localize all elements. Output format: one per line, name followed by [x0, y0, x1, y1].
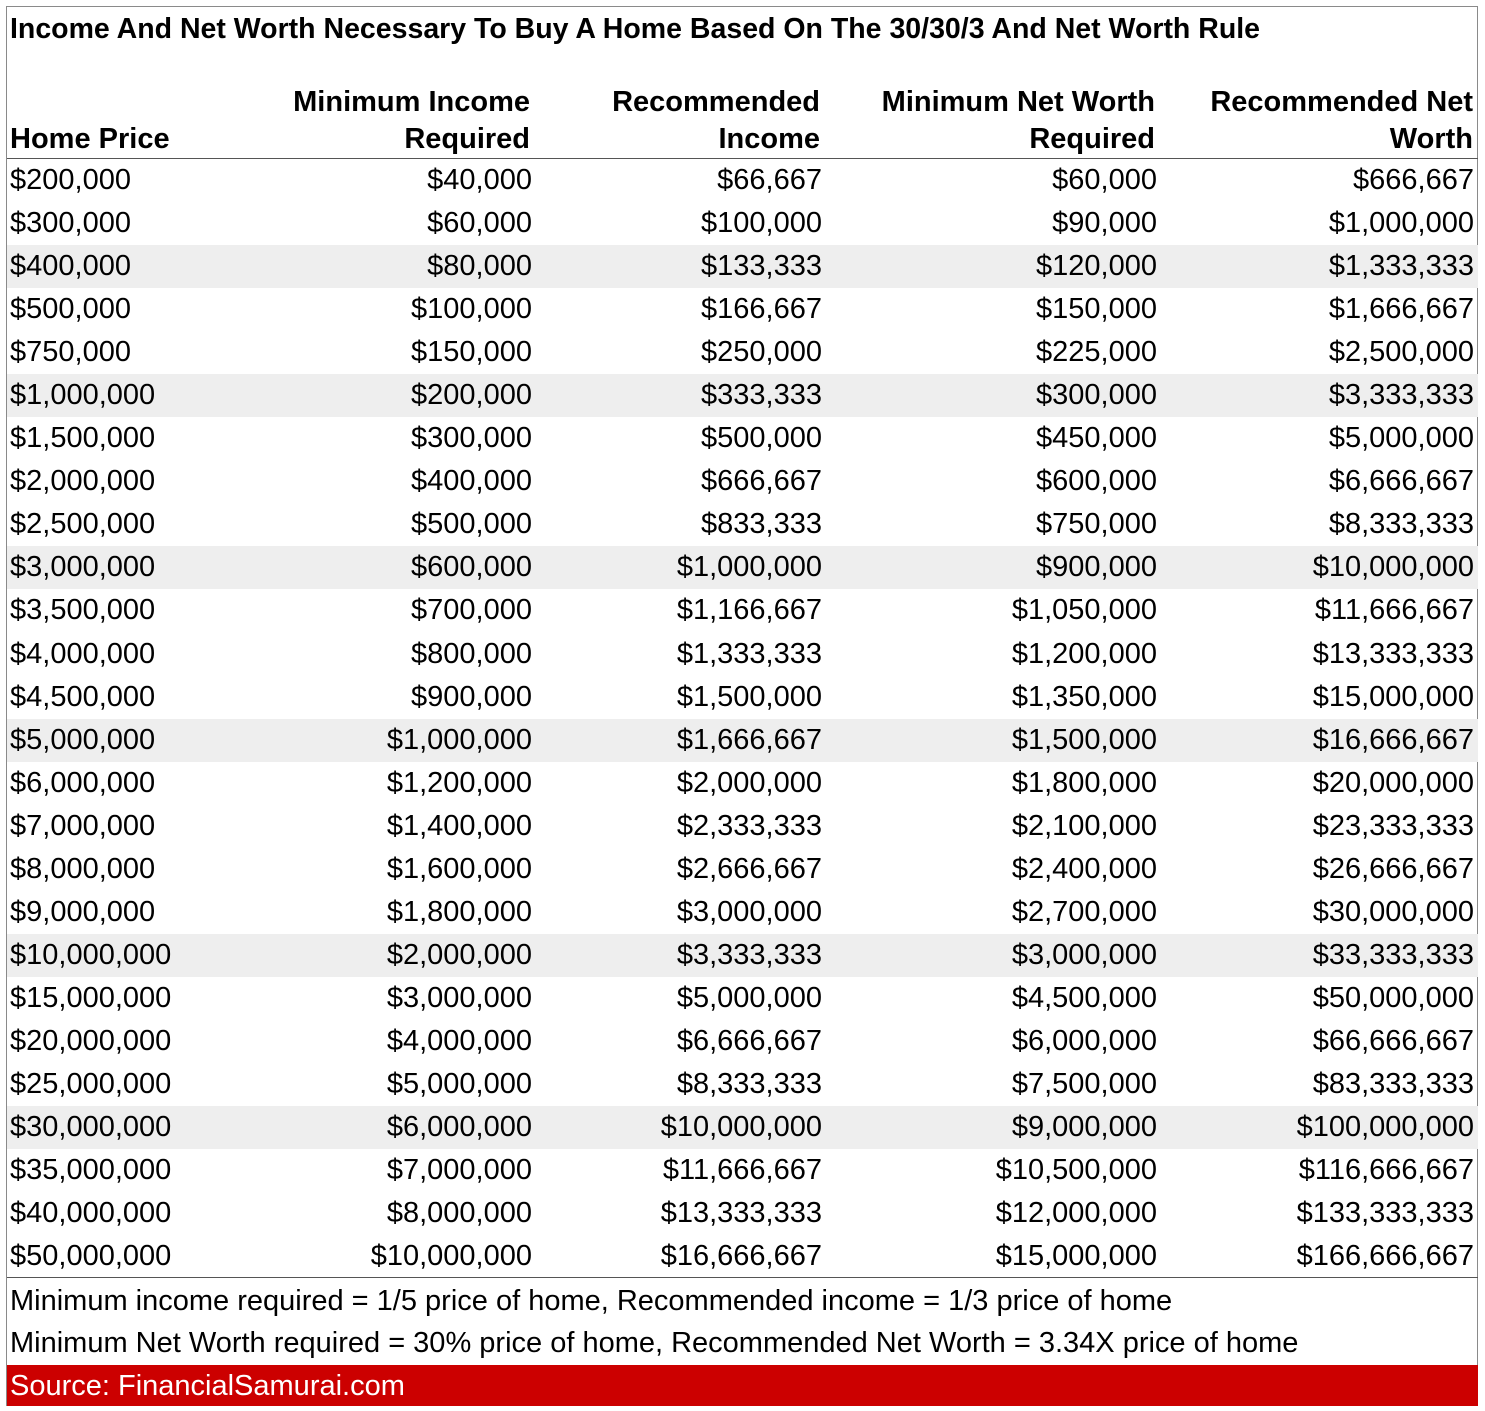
footer-divider — [7, 1277, 1478, 1278]
table-row — [7, 848, 1478, 891]
cell-min-net-worth: $1,050,000 — [1011, 594, 1157, 627]
cell-rec-income: $333,333 — [701, 379, 822, 412]
cell-rec-net-worth: $20,000,000 — [1312, 766, 1474, 799]
cell-min-net-worth: $2,700,000 — [1011, 895, 1157, 928]
cell-home-price: $3,000,000 — [10, 551, 156, 584]
cell-rec-net-worth: $13,333,333 — [1312, 637, 1474, 670]
cell-rec-net-worth: $3,333,333 — [1328, 379, 1474, 412]
cell-min-net-worth: $7,500,000 — [1011, 1067, 1157, 1100]
table-row — [7, 1192, 1478, 1235]
footnote-net-worth: Minimum Net Worth required = 30% price of home, Recommended Net Worth = 3.34X price of home — [10, 1327, 1299, 1359]
cell-rec-income: $1,166,667 — [676, 594, 822, 627]
col-header-line: Required — [404, 123, 530, 155]
cell-home-price: $8,000,000 — [10, 852, 156, 885]
cell-home-price: $2,000,000 — [10, 465, 156, 498]
cell-min-income: $1,800,000 — [386, 895, 532, 928]
cell-rec-net-worth: $33,333,333 — [1312, 938, 1474, 971]
cell-rec-net-worth: $11,666,667 — [1314, 594, 1474, 627]
cell-min-net-worth: $300,000 — [1036, 379, 1157, 412]
table-row — [7, 762, 1478, 805]
cell-rec-income: $1,500,000 — [676, 680, 822, 713]
cell-rec-income: $5,000,000 — [676, 981, 822, 1014]
cell-min-income: $100,000 — [411, 293, 532, 326]
cell-min-net-worth: $12,000,000 — [995, 1197, 1157, 1230]
cell-min-net-worth: $150,000 — [1036, 293, 1157, 326]
col-header-line: Required — [1029, 123, 1155, 155]
table-row — [7, 1020, 1478, 1063]
cell-home-price: $15,000,000 — [10, 981, 172, 1014]
cell-rec-net-worth: $50,000,000 — [1312, 981, 1474, 1014]
cell-min-net-worth: $2,100,000 — [1011, 809, 1157, 842]
col-header-home-price — [10, 84, 170, 158]
table-row — [7, 460, 1478, 503]
table-row — [7, 331, 1478, 374]
cell-rec-income: $166,667 — [701, 293, 822, 326]
cell-min-income: $3,000,000 — [386, 981, 532, 1014]
col-header-line: Home Price — [10, 123, 170, 155]
cell-rec-income: $8,333,333 — [676, 1067, 822, 1100]
cell-min-income: $1,600,000 — [386, 852, 532, 885]
source-label: Source: FinancialSamurai.com — [10, 1370, 405, 1402]
table-row — [7, 977, 1478, 1020]
cell-home-price: $400,000 — [10, 250, 131, 283]
col-header-line: Minimum Income — [293, 86, 530, 118]
cell-min-income: $8,000,000 — [386, 1197, 532, 1230]
cell-home-price: $9,000,000 — [10, 895, 156, 928]
cell-rec-income: $2,000,000 — [676, 766, 822, 799]
col-header-line: Income — [718, 123, 820, 155]
cell-home-price: $500,000 — [10, 293, 131, 326]
cell-rec-net-worth: $6,666,667 — [1328, 465, 1474, 498]
cell-min-income: $1,000,000 — [386, 723, 532, 756]
cell-min-income: $1,400,000 — [386, 809, 532, 842]
cell-rec-net-worth: $116,666,667 — [1298, 1154, 1474, 1187]
cell-min-net-worth: $10,500,000 — [995, 1154, 1157, 1187]
cell-rec-net-worth: $5,000,000 — [1328, 422, 1474, 455]
cell-min-net-worth: $3,000,000 — [1011, 938, 1157, 971]
cell-home-price: $200,000 — [10, 164, 131, 196]
cell-min-income: $10,000,000 — [370, 1240, 532, 1273]
cell-rec-income: $66,667 — [717, 164, 822, 196]
col-header-line: Recommended Net — [1210, 86, 1473, 118]
cell-min-income: $5,000,000 — [386, 1067, 532, 1100]
cell-min-net-worth: $225,000 — [1036, 336, 1157, 369]
cell-rec-net-worth: $666,667 — [1353, 164, 1474, 196]
cell-rec-income: $250,000 — [701, 336, 822, 369]
cell-rec-income: $3,333,333 — [676, 938, 822, 971]
cell-min-net-worth: $1,200,000 — [1011, 637, 1157, 670]
cell-rec-income: $3,000,000 — [676, 895, 822, 928]
col-header-rec-net-worth — [1210, 84, 1473, 158]
cell-min-net-worth: $1,350,000 — [1011, 680, 1157, 713]
table-row — [7, 546, 1478, 589]
cell-rec-net-worth: $1,000,000 — [1328, 207, 1474, 240]
cell-min-net-worth: $600,000 — [1036, 465, 1157, 498]
table-row — [7, 934, 1478, 977]
cell-home-price: $20,000,000 — [10, 1024, 172, 1057]
cell-min-income: $300,000 — [411, 422, 532, 455]
cell-min-income: $150,000 — [411, 336, 532, 369]
cell-rec-net-worth: $1,666,667 — [1328, 293, 1474, 326]
table-row — [7, 1106, 1478, 1149]
cell-min-net-worth: $900,000 — [1036, 551, 1157, 584]
table-row — [7, 805, 1478, 848]
cell-rec-income: $100,000 — [701, 207, 822, 240]
cell-min-income: $200,000 — [411, 379, 532, 412]
cell-rec-net-worth: $15,000,000 — [1312, 680, 1474, 713]
cell-home-price: $25,000,000 — [10, 1067, 172, 1100]
cell-rec-net-worth: $166,666,667 — [1296, 1240, 1474, 1273]
cell-rec-net-worth: $30,000,000 — [1312, 895, 1474, 928]
cell-home-price: $50,000,000 — [10, 1240, 172, 1273]
cell-rec-income: $16,666,667 — [660, 1240, 822, 1273]
cell-min-income: $600,000 — [411, 551, 532, 584]
cell-home-price: $3,500,000 — [10, 594, 156, 627]
table-row — [7, 891, 1478, 934]
cell-home-price: $6,000,000 — [10, 766, 156, 799]
cell-rec-income: $1,000,000 — [676, 551, 822, 584]
cell-min-net-worth: $120,000 — [1036, 250, 1157, 283]
cell-min-income: $60,000 — [427, 207, 532, 240]
cell-rec-income: $1,666,667 — [676, 723, 822, 756]
col-header-min-net-worth — [882, 84, 1155, 158]
cell-min-income: $4,000,000 — [386, 1024, 532, 1057]
cell-rec-net-worth: $26,666,667 — [1312, 852, 1474, 885]
cell-min-net-worth: $4,500,000 — [1011, 981, 1157, 1014]
table-row — [7, 589, 1478, 632]
cell-min-income: $900,000 — [411, 680, 532, 713]
cell-home-price: $35,000,000 — [10, 1154, 172, 1187]
table-body — [7, 159, 1478, 1278]
cell-home-price: $750,000 — [10, 336, 131, 369]
col-header-line: Minimum Net Worth — [881, 86, 1155, 118]
cell-rec-net-worth: $66,666,667 — [1312, 1024, 1474, 1057]
cell-rec-income: $666,667 — [701, 465, 822, 498]
cell-min-net-worth: $1,800,000 — [1011, 766, 1157, 799]
cell-min-net-worth: $1,500,000 — [1011, 723, 1157, 756]
cell-min-net-worth: $15,000,000 — [995, 1240, 1157, 1273]
cell-home-price: $10,000,000 — [10, 938, 172, 971]
cell-rec-net-worth: $133,333,333 — [1296, 1197, 1474, 1230]
col-header-min-income — [293, 84, 530, 158]
cell-min-net-worth: $6,000,000 — [1011, 1024, 1157, 1057]
table-row — [7, 374, 1478, 417]
table-row — [7, 503, 1478, 546]
cell-min-net-worth: $750,000 — [1036, 508, 1157, 541]
cell-rec-net-worth: $10,000,000 — [1312, 551, 1474, 584]
cell-min-income: $2,000,000 — [386, 938, 532, 971]
col-header-line: Worth — [1389, 123, 1473, 155]
cell-min-income: $80,000 — [427, 250, 532, 283]
cell-rec-income: $133,333 — [701, 250, 822, 283]
cell-rec-net-worth: $2,500,000 — [1328, 336, 1474, 369]
table-row — [7, 633, 1478, 676]
cell-home-price: $4,000,000 — [10, 637, 156, 670]
cell-rec-income: $833,333 — [701, 508, 822, 541]
cell-rec-income: $13,333,333 — [660, 1197, 822, 1230]
col-header-line: Recommended — [612, 86, 820, 118]
table-title: Income And Net Worth Necessary To Buy A Home Based On The 30/30/3 And Net Worth Rule — [10, 13, 1261, 45]
table-row — [7, 245, 1478, 288]
cell-home-price: $40,000,000 — [10, 1197, 172, 1230]
cell-min-net-worth: $2,400,000 — [1011, 852, 1157, 885]
table-row — [7, 1235, 1478, 1278]
cell-min-income: $400,000 — [411, 465, 532, 498]
table-row — [7, 288, 1478, 331]
cell-home-price: $2,500,000 — [10, 508, 156, 541]
cell-min-net-worth: $450,000 — [1036, 422, 1157, 455]
cell-rec-net-worth: $100,000,000 — [1296, 1111, 1474, 1144]
cell-min-income: $40,000 — [427, 164, 532, 196]
cell-rec-net-worth: $83,333,333 — [1312, 1067, 1474, 1100]
source-banner — [7, 1365, 1478, 1406]
cell-min-income: $1,200,000 — [386, 766, 532, 799]
cell-rec-net-worth: $1,333,333 — [1328, 250, 1474, 283]
cell-rec-income: $6,666,667 — [676, 1024, 822, 1057]
table-row — [7, 159, 1478, 202]
cell-home-price: $30,000,000 — [10, 1111, 172, 1144]
cell-min-net-worth: $90,000 — [1052, 207, 1157, 240]
cell-rec-income: $2,333,333 — [676, 809, 822, 842]
cell-min-net-worth: $60,000 — [1052, 164, 1157, 196]
table-row — [7, 202, 1478, 245]
table-row — [7, 417, 1478, 460]
table-row — [7, 1063, 1478, 1106]
cell-min-income: $700,000 — [411, 594, 532, 627]
cell-home-price: $4,500,000 — [10, 680, 156, 713]
footnote-income: Minimum income required = 1/5 price of home, Recommended income = 1/3 price of home — [10, 1285, 1173, 1317]
cell-rec-income: $1,333,333 — [676, 637, 822, 670]
cell-min-net-worth: $9,000,000 — [1011, 1111, 1157, 1144]
cell-rec-net-worth: $16,666,667 — [1312, 723, 1474, 756]
cell-min-income: $500,000 — [411, 508, 532, 541]
cell-min-income: $6,000,000 — [386, 1111, 532, 1144]
cell-home-price: $300,000 — [10, 207, 131, 240]
col-header-rec-income — [612, 84, 820, 158]
cell-rec-net-worth: $23,333,333 — [1312, 809, 1474, 842]
cell-home-price: $1,500,000 — [10, 422, 156, 455]
cell-home-price: $7,000,000 — [10, 809, 156, 842]
cell-home-price: $1,000,000 — [10, 379, 156, 412]
cell-min-income: $800,000 — [411, 637, 532, 670]
table-row — [7, 676, 1478, 719]
cell-min-income: $7,000,000 — [386, 1154, 532, 1187]
cell-home-price: $5,000,000 — [10, 723, 156, 756]
cell-rec-income: $2,666,667 — [676, 852, 822, 885]
cell-rec-net-worth: $8,333,333 — [1328, 508, 1474, 541]
table-row — [7, 719, 1478, 762]
table-row — [7, 1149, 1478, 1192]
cell-rec-income: $500,000 — [701, 422, 822, 455]
cell-rec-income: $11,666,667 — [662, 1154, 822, 1187]
cell-rec-income: $10,000,000 — [660, 1111, 822, 1144]
